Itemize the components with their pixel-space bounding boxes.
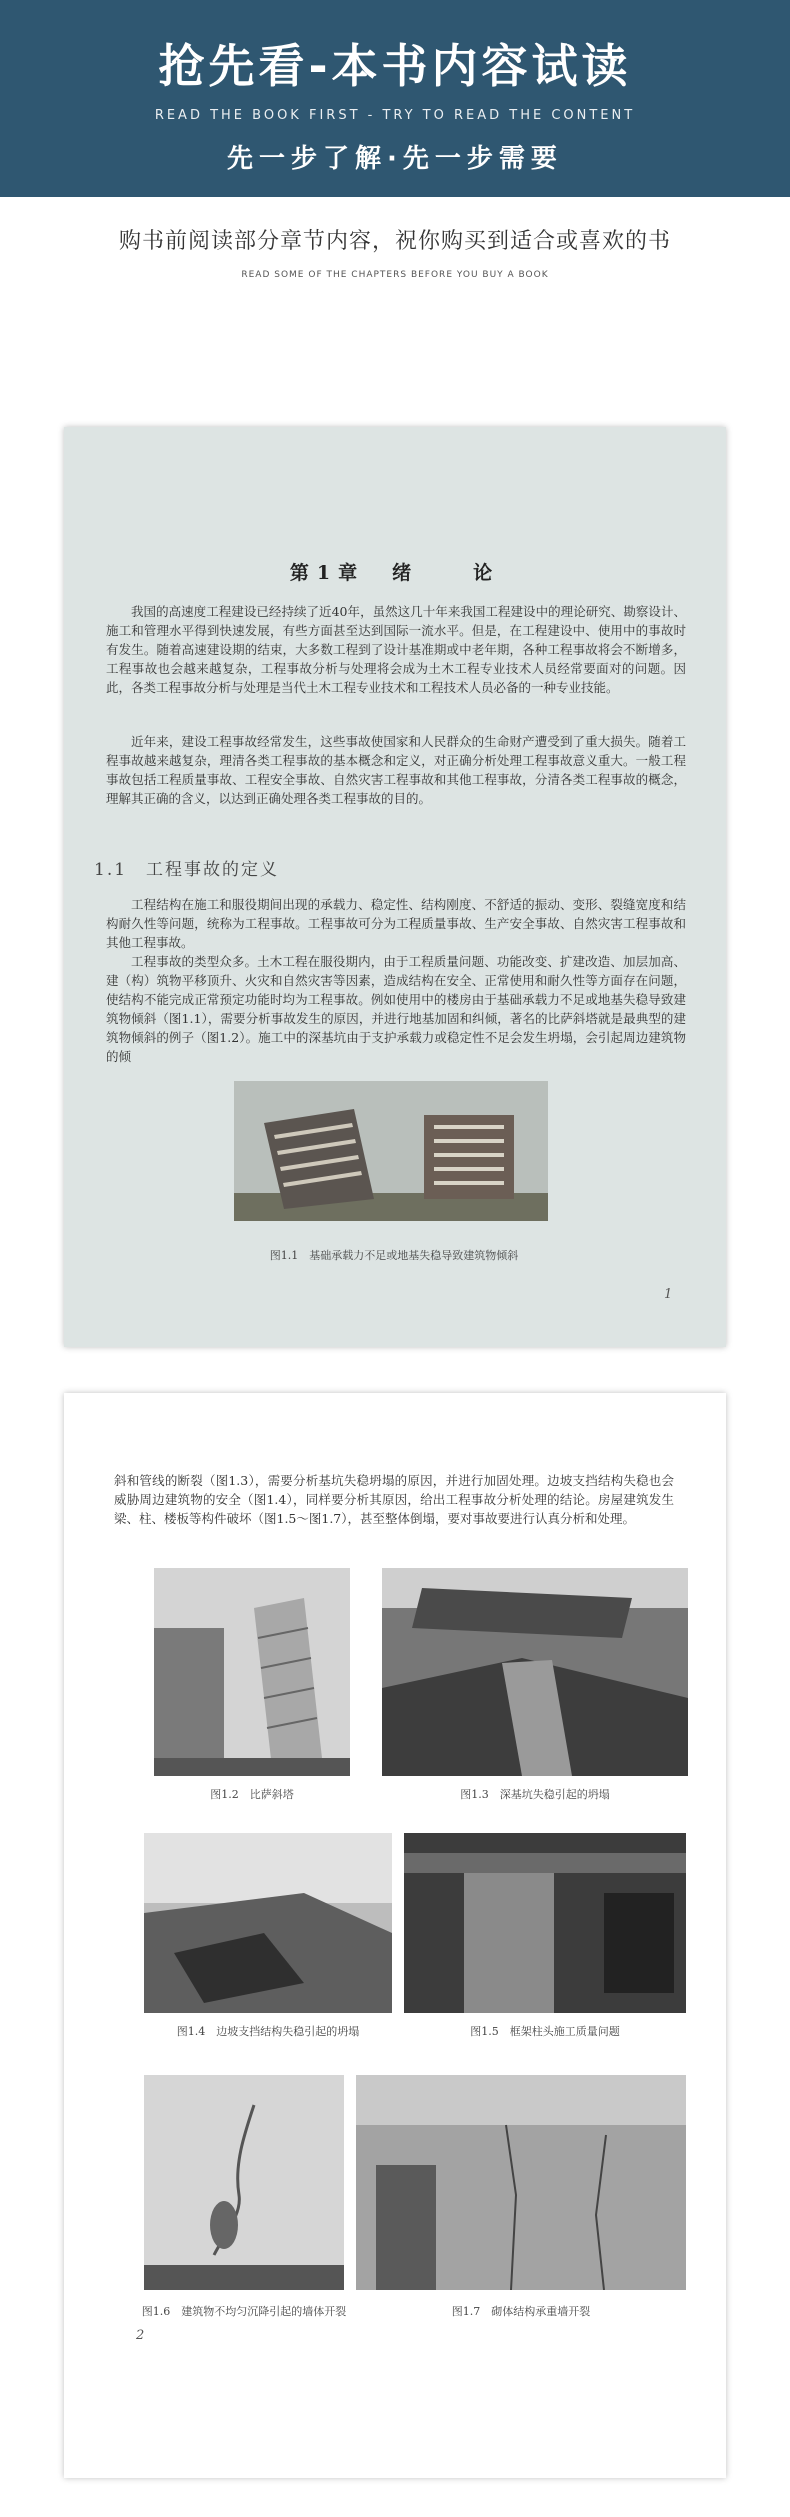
figure-1-5-photo [404, 1833, 686, 2013]
section-paragraph-1: 工程结构在施工和服役期间出现的承载力、稳定性、结构刚度、不舒适的振动、变形、裂缝宽度和结构耐久性等问题，统称为工程事故。工程事故可分为工程质量事故、生产安全事故、自然灾害工程事故和其他工程事故。 [106, 897, 686, 950]
figure-1-5-caption: 图1.5 框架柱头施工质量问题 [470, 2025, 620, 2038]
banner-title: 抢先看-本书内容试读 [158, 39, 632, 93]
page-number-2: 2 [136, 2328, 145, 2343]
banner-subtitle-zh: 先一步了解·先一步需要 [227, 144, 563, 174]
figure-1-1-caption: 图1.1 基础承载力不足或地基失稳导致建筑物倾斜 [269, 1249, 519, 1262]
book-page-2 [64, 1393, 726, 2478]
section-title: 1.1 工程事故的定义 [94, 860, 280, 880]
intro-text-en: READ SOME OF THE CHAPTERS BEFORE YOU BUY A BOOK [241, 270, 549, 280]
figure-1-4-photo [144, 1833, 392, 2013]
figure-1-2-caption: 图1.2 比萨斜塔 [210, 1788, 294, 1801]
intro-paragraph-1: 我国的高速度工程建设已经持续了近40年，虽然这几十年来我国工程建设中的理论研究、勘察设计、施工和管理水平得到快速发展，有些方面甚至达到国际一流水平。但是，在工程建设中、使用中的事故时有发生。随着高速建设期的结束，大多数工程到了设计基准期或中老年期，各种工程事故将会不断增多，工程事故也会越来越复杂，工程事故分析与处理将会成为土木工程专业技术人员经常要面对的问题。因此，各类工程事故分析与处理是当代土木工程专业技术和工程技术人员必备的一种专业技能。 [106, 604, 686, 695]
figure-1-7-photo [356, 2075, 686, 2290]
book-page-1 [64, 427, 726, 1347]
header-banner [0, 0, 790, 197]
figure-1-1-photo [234, 1081, 548, 1221]
section-paragraph-2: 工程事故的类型众多。土木工程在服役期内，由于工程质量问题、功能改变、扩建改造、加层加高、建（构）筑物平移顶升、火灾和自然灾害等因素，造成结构在安全、正常使用和耐久性等方面存在问题，使结构不能完成正常预定功能时均为工程事故。例如使用中的楼房由于基础承载力不足或地基失稳导致建筑物倾斜（图1.1），需要分析事故发生的原因，并进行地基加固和纠倾，著名的比萨斜塔就是最典型的建筑物倾斜的例子（图1.2）。施工中的深基坑由于支护承载力或稳定性不足会发生坍塌，会引起周边建筑物的倾 [106, 954, 686, 1064]
banner-subtitle-en: READ THE BOOK FIRST - TRY TO READ THE CONTENT [154, 108, 636, 123]
intro-paragraph-2: 近年来，建设工程事故经常发生，这些事故使国家和人民群众的生命财产遭受到了重大损失。随着工程事故越来越复杂，理清各类工程事故的基本概念和定义，对正确分析处理工程事故意义重大。一般工程事故包括工程质量事故、工程安全事故、自然灾害工程事故和其他工程事故，分清各类工程事故的概念，理解其正确的含义，以达到正确处理各类工程事故的目的。 [106, 734, 686, 806]
figure-1-3-caption: 图1.3 深基坑失稳引起的坍塌 [460, 1788, 610, 1801]
chapter-title: 第1章 绪 论 [289, 562, 501, 584]
intro-text: 购书前阅读部分章节内容，祝你购买到适合或喜欢的书 [118, 229, 671, 254]
figure-1-7-caption: 图1.7 砌体结构承重墙开裂 [451, 2305, 591, 2318]
figure-1-6-caption: 图1.6 建筑物不均匀沉降引起的墙体开裂 [141, 2305, 347, 2318]
figure-1-2-photo [154, 1568, 350, 1776]
figure-1-3-photo [382, 1568, 688, 1776]
page-number-1: 1 [664, 1287, 673, 1302]
figure-1-6-photo [144, 2075, 344, 2290]
continued-paragraph: 斜和管线的断裂（图1.3），需要分析基坑失稳坍塌的原因，并进行加固处理。边坡支挡结构失稳也会威胁周边建筑物的安全（图1.4），同样要分析其原因，给出工程事故分析处理的结论。房屋建筑发生梁、柱、楼板等构件破坏（图1.5～图1.7），甚至整体倒塌，要对事故要进行认真分析和处理。 [114, 1473, 674, 1526]
figure-1-4-caption: 图1.4 边坡支挡结构失稳引起的坍塌 [176, 2025, 360, 2038]
